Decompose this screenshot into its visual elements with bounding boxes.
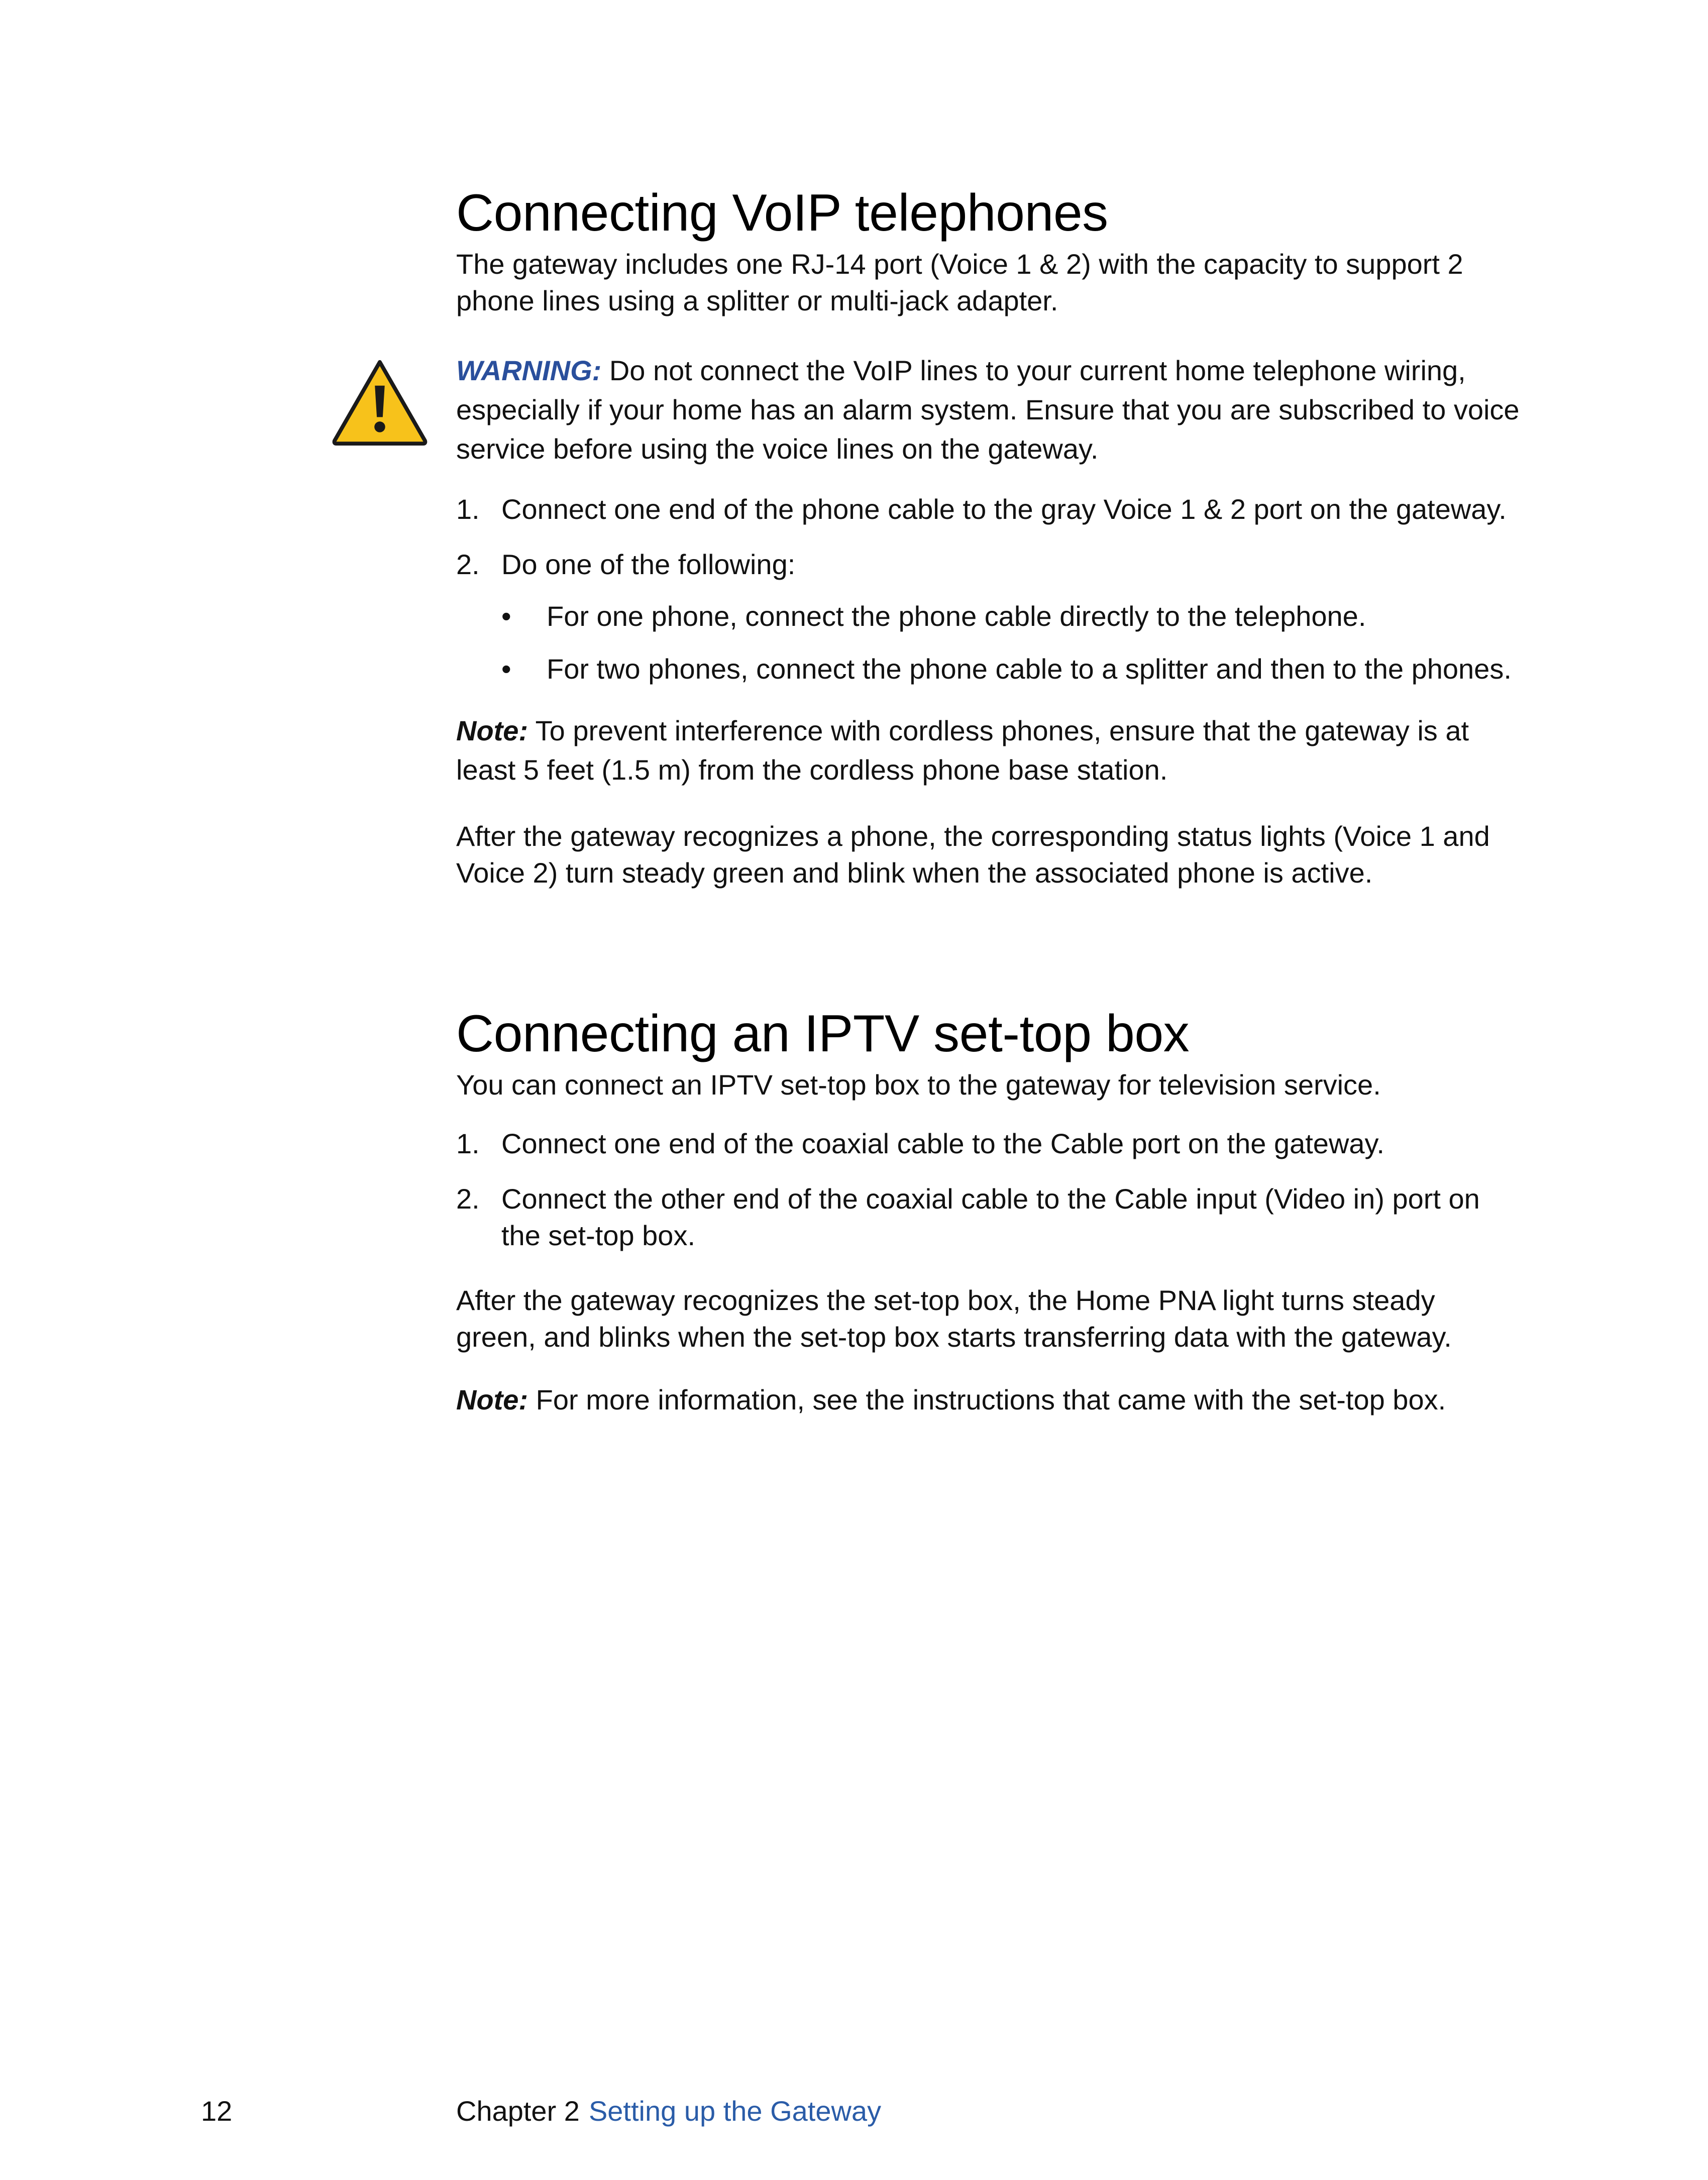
list-item [456, 546, 1521, 687]
step-text: Connect the other end of the coaxial cable to the Cable input (Video in) port on the set-top box. [501, 1183, 1480, 1252]
list-item [501, 650, 1521, 687]
note-label: Note: [456, 1384, 528, 1416]
section-title-voip: Connecting VoIP telephones [456, 184, 1108, 242]
substep-text: For two phones, connect the phone cable to a splitter and then to the phones. [547, 653, 1512, 685]
list-item [456, 1125, 1521, 1162]
footer-chapter [456, 2095, 881, 2127]
section-voip [456, 186, 1521, 891]
list-item [456, 491, 1521, 527]
step-number: 1. [456, 1128, 480, 1160]
bullet-icon: • [501, 600, 511, 632]
warning-text: Do not connect the VoIP lines to your current home telephone wiring, especially if your home has an alarm system. Ensure that you are subscribed to voice service before using the voice lines on the gateway. [456, 355, 1520, 465]
note-text: To prevent interference with cordless phones, ensure that the gateway is at least 5 feet (1.5 m) from the cordless phone base station. [456, 715, 1469, 786]
page-number: 12 [201, 2095, 233, 2127]
page-content [456, 186, 1521, 1418]
substep-text: For one phone, connect the phone cable directly to the telephone. [547, 600, 1366, 632]
step-text: Connect one end of the coaxial cable to the Cable port on the gateway. [501, 1128, 1384, 1160]
warning-callout [456, 351, 1521, 469]
note-paragraph-voip [456, 711, 1521, 790]
section-intro-iptv: You can connect an IPTV set-top box to the gateway for television service. [456, 1069, 1381, 1101]
status-paragraph-iptv: After the gateway recognizes the set-top box, the Home PNA light turns steady green, and blinks when the set-top box starts transferring data with the gateway. [456, 1284, 1452, 1353]
bullet-icon: • [501, 653, 511, 685]
voip-steps [456, 491, 1521, 687]
step-number: 2. [456, 549, 480, 581]
note-text: For more information, see the instructions that came with the set-top box. [528, 1384, 1446, 1416]
step-number: 1. [456, 493, 480, 525]
warning-label: WARNING: [456, 355, 602, 387]
warning-paragraph [456, 351, 1521, 469]
list-item [456, 1180, 1521, 1254]
iptv-steps [456, 1125, 1521, 1254]
voip-substeps [501, 598, 1521, 687]
section-iptv [456, 1007, 1521, 1418]
step-text: Connect one end of the phone cable to the gray Voice 1 & 2 port on the gateway. [501, 493, 1507, 525]
step-number: 2. [456, 1183, 480, 1215]
step-text: Do one of the following: [501, 549, 796, 581]
chapter-label: Chapter 2 [456, 2095, 580, 2127]
warning-icon [331, 358, 429, 447]
status-paragraph-voip: After the gateway recognizes a phone, the corresponding status lights (Voice 1 and Voice 2) turn steady green and blink when the associated phone is active. [456, 820, 1490, 889]
note-paragraph-iptv [456, 1381, 1521, 1418]
section-title-iptv: Connecting an IPTV set-top box [456, 1005, 1190, 1063]
section-intro-voip: The gateway includes one RJ-14 port (Voice 1 & 2) with the capacity to support 2 phone lines using a splitter or multi-jack adapter. [456, 248, 1463, 317]
chapter-title-link[interactable]: Setting up the Gateway [588, 2095, 882, 2127]
list-item [501, 598, 1521, 634]
note-label: Note: [456, 715, 528, 747]
